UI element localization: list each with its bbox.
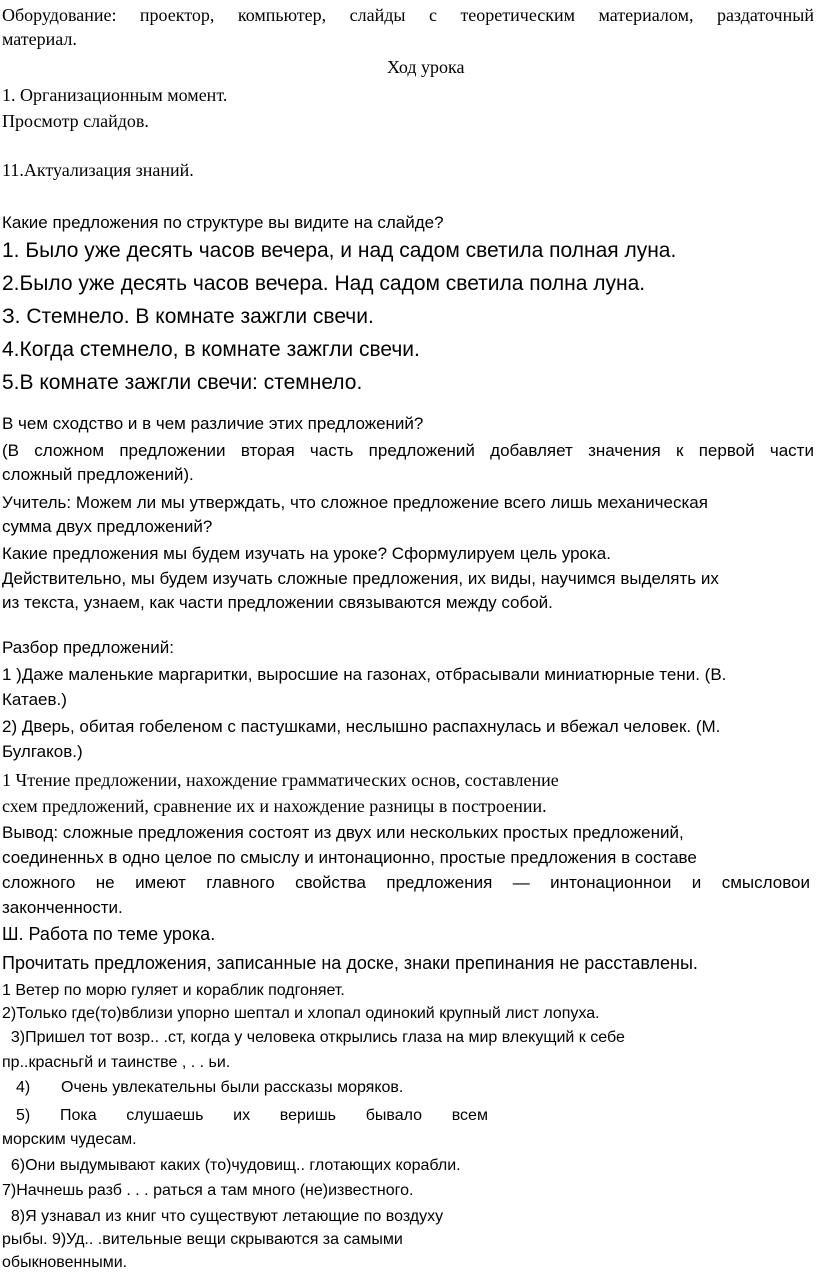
- exercise-6: 6)Они выдумывают каких (то)чудовищ.. глотающих корабли.: [2, 1157, 461, 1174]
- exercise-5: [16, 1105, 488, 1127]
- answer-word: первой: [698, 441, 755, 460]
- equipment-word: проектор,: [139, 5, 215, 25]
- lesson-heading: Ход урока: [387, 57, 465, 77]
- answer-word: (В: [2, 441, 19, 460]
- conclusion-word: —: [512, 873, 530, 892]
- conclusion-word: не: [95, 873, 115, 892]
- conclusion-word: имеют: [135, 873, 186, 892]
- exercise-5-word: слушаешь: [126, 1107, 204, 1124]
- equipment-word: слайды: [349, 5, 406, 25]
- exercise-3-cont: пр..красньгй и таинстве , . . ьи.: [2, 1054, 231, 1071]
- conclusion: Вывод: сложные предложения состоят из двух или нескольких простых предложений,: [2, 823, 684, 842]
- equipment-line-2: материал.: [2, 29, 77, 49]
- analysis-sentence-1-author: Катаев.): [2, 690, 67, 709]
- exercise-5-word: веришь: [279, 1107, 337, 1124]
- conclusion-word: смысловои: [721, 873, 810, 892]
- answer-line: [2, 440, 814, 462]
- conclusion-2: соединенньх в одно целое по смыслу и интонационно, простые предложения в составе: [2, 848, 697, 867]
- conclusion-word: главного: [206, 873, 275, 892]
- answer-word: часть: [309, 441, 354, 460]
- actualization-title: 11.Актуализация знаний.: [2, 160, 194, 180]
- exercise-3: 3)Пришел тот возр.. .ст, когда у человека открылись глаза на мир влекущий к себе: [2, 1029, 625, 1046]
- equipment-line: [2, 4, 814, 26]
- analysis-sentence-2-author: Булгаков.): [2, 742, 83, 761]
- exercise-2: 2)Только где(то)вблизи упорно шептал и хлопал одинокий крупный лист лопуха.: [2, 1005, 600, 1022]
- lesson-goal: Какие предложения мы будем изучать на уроке? Сформулируем цель урока.: [2, 544, 611, 563]
- analysis-sentence-1: 1 )Даже маленькие маргаритки, выросшие на газонах, отбрасывали миниатюрные тени. (В.: [2, 665, 727, 684]
- conclusion-word: предложения: [386, 873, 493, 892]
- exercise-8-cont: рыбы. 9)Уд.. .вительные вещи скрываются за самыми: [2, 1231, 403, 1248]
- analysis-title: Разбор предложений:: [2, 638, 174, 657]
- slide-sentence: 2.Было уже десять часов вечера. Над садом светила полна луна.: [2, 272, 646, 295]
- teacher-question-2: сумма двух предложений?: [2, 517, 213, 536]
- answer-line-2: сложный предложений).: [2, 465, 194, 484]
- slide-question: Какие предложения по структуре вы видите на слайде?: [2, 213, 444, 232]
- exercise-8: 8)Я узнавал из книг что существуют летающие по воздуху: [2, 1208, 444, 1225]
- answer-word: значения: [588, 441, 661, 460]
- exercise-1: 1 Ветер по морю гуляет и кораблик подгоняет.: [2, 982, 345, 999]
- teacher-question: Учитель: Можем ли мы утверждать, что сложное предложение всего лишь механическая: [2, 493, 708, 512]
- slide-sentence: 5.В комнате зажгли свечи: стемнело.: [2, 371, 363, 394]
- indeed-paragraph-2: из текста, узнаем, как части предложении связываются между собой.: [2, 593, 553, 612]
- analysis-sentence-2: 2) Дверь, обитая гобеленом с пастушками, неслышно распахнулась и вбежал человек. (М.: [2, 717, 721, 736]
- equipment-word: теоретическим: [460, 5, 576, 25]
- conclusion-4: законченности.: [2, 898, 123, 917]
- answer-word: добавляет: [490, 441, 573, 460]
- similarity-question: В чем сходство и в чем различие этих предложений?: [2, 414, 424, 433]
- exercise-7: 7)Начнешь разб . . . раться а там много (не)известного.: [2, 1182, 414, 1199]
- equipment-word: Оборудование:: [2, 5, 117, 25]
- conclusion-word: интонационнои: [550, 873, 672, 892]
- exercise-5-word: Пока: [59, 1107, 97, 1124]
- exercise-5-word: 5): [16, 1107, 31, 1124]
- org-moment-title: 1. Организационным момент.: [2, 85, 228, 105]
- analysis-task-2: схем предложений, сравнение их и нахождение разницы в построении.: [2, 796, 547, 816]
- conclusion-word: и: [691, 873, 702, 892]
- equipment-word: с: [428, 5, 437, 25]
- work-title: Ш. Работа по теме урока.: [2, 924, 216, 944]
- exercise-5-word: всем: [451, 1107, 488, 1124]
- slide-sentence: 4.Когда стемнело, в комнате зажгли свечи.: [2, 338, 420, 361]
- slides-view: Просмотр слайдов.: [2, 111, 149, 131]
- equipment-word: раздаточный: [716, 5, 814, 25]
- answer-word: предложений: [368, 441, 475, 460]
- exercise-5-word: их: [233, 1107, 251, 1124]
- exercise-4: Очень увлекательны были рассказы моряков.: [61, 1079, 404, 1096]
- exercise-4-number: 4): [16, 1079, 31, 1096]
- slide-sentence: З. Стемнело. В комнате зажгли свечи.: [2, 305, 374, 328]
- indeed-paragraph: Действительно, мы будем изучать сложные предложения, их виды, научимся выделять их: [2, 569, 719, 588]
- slide-sentence: 1. Было уже десять часов вечера, и над садом светила полная луна.: [2, 239, 677, 262]
- answer-word: сложном: [34, 441, 105, 460]
- answer-word: вторая: [240, 441, 295, 460]
- equipment-word: компьютер,: [237, 5, 327, 25]
- exercise-5-cont: морским чудесам.: [2, 1131, 137, 1148]
- equipment-word: материалом,: [598, 5, 694, 25]
- answer-word: предложении: [119, 441, 226, 460]
- exercise-5-word: бывало: [365, 1107, 423, 1124]
- answer-word: к: [676, 441, 684, 460]
- work-instruction: Прочитать предложения, записанные на доске, знаки препинания не расставлены.: [2, 953, 698, 973]
- conclusion-word: сложного: [2, 873, 76, 892]
- exercise-9-cont: обыкновенными.: [2, 1254, 128, 1271]
- analysis-task: 1 Чтение предложении, нахождение грамматических основ, составление: [2, 770, 559, 790]
- conclusion-word: свойства: [295, 873, 366, 892]
- answer-word: части: [769, 441, 814, 460]
- conclusion-3: [2, 872, 810, 894]
